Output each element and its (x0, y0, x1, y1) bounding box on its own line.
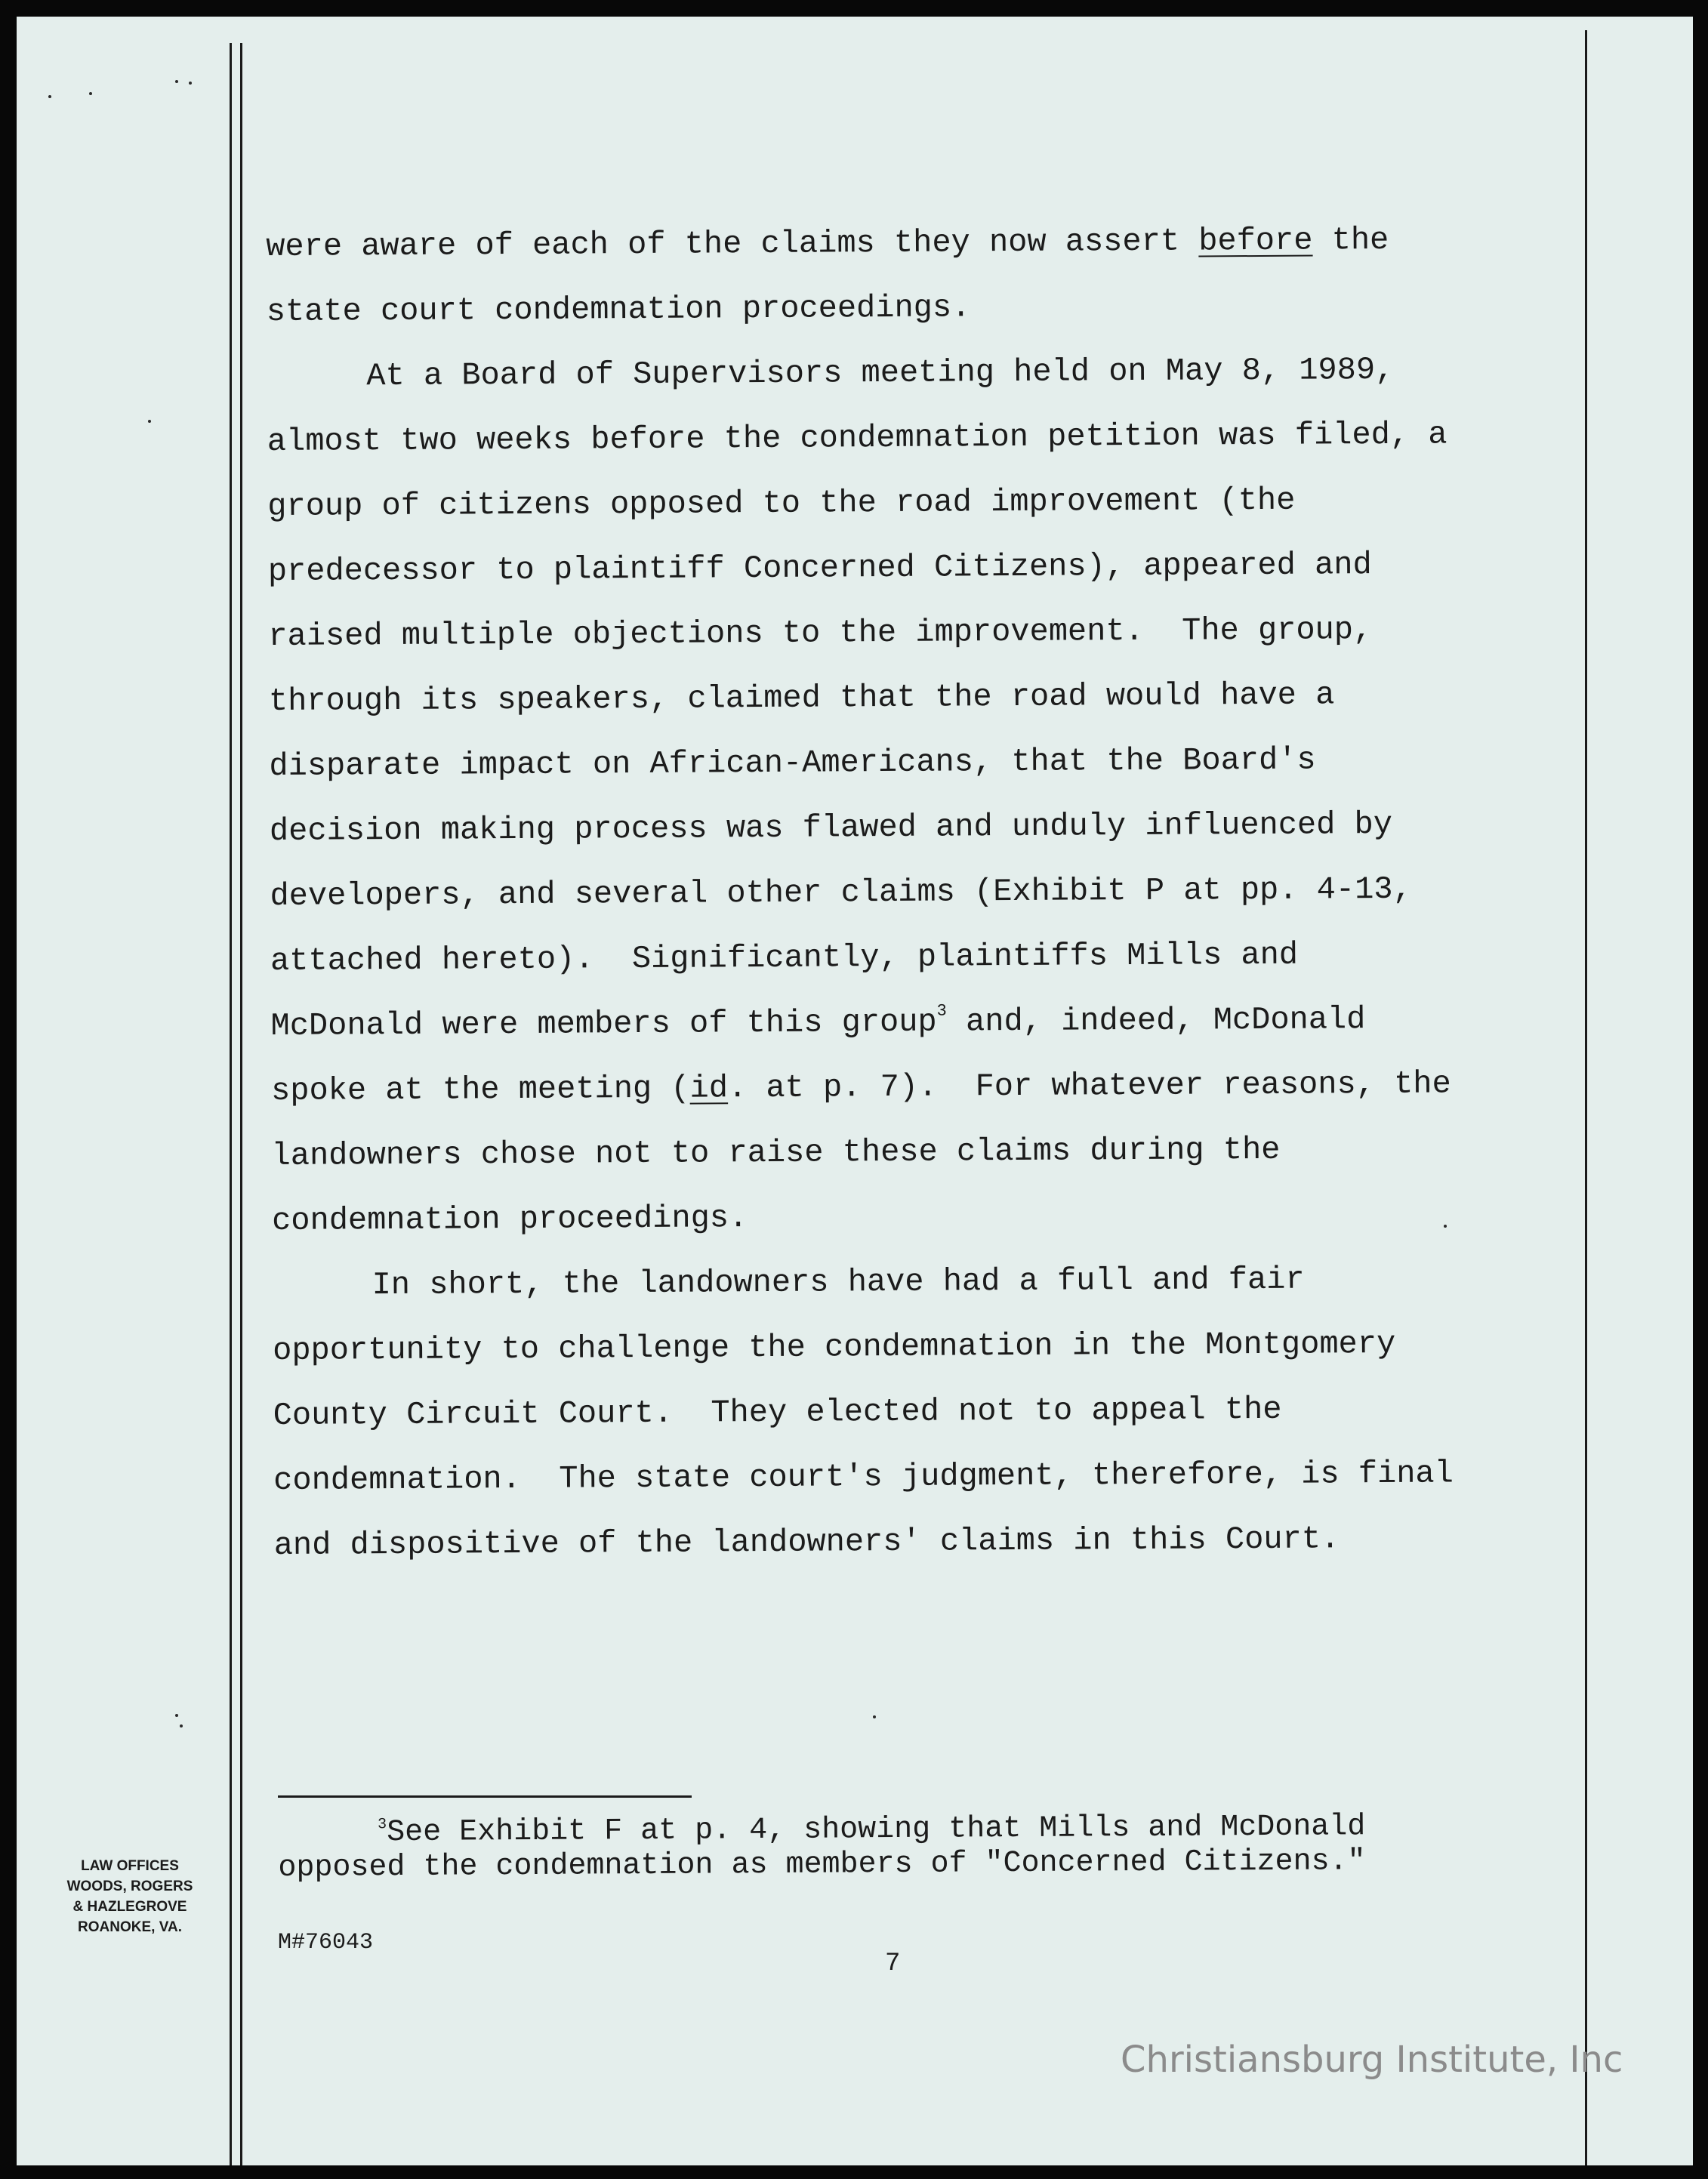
scan-speck (89, 92, 92, 95)
text-line: predecessor to plaintiff Concerned Citizens), appeared and (267, 547, 1372, 590)
document-page (17, 17, 1693, 2165)
text-segment: were aware of each of the claims they now assert (266, 223, 1199, 265)
footnote-divider (278, 1795, 692, 1798)
scan-speck (189, 82, 192, 85)
footnote-line-1: See Exhibit F at p. 4, showing that Mills and McDonald (387, 1810, 1366, 1851)
law-offices-stamp (62, 1856, 198, 1937)
footnote-line-2: opposed the condemnation as members of "Concerned Citizens." (278, 1845, 1366, 1885)
text-line: condemnation proceedings. (271, 1200, 748, 1239)
text-line: group of citizens opposed to the road improvement (the (267, 482, 1296, 525)
text-line: In short, the landowners have had a full and fair (372, 1261, 1305, 1304)
scan-speck (48, 95, 51, 98)
right-margin-rule (1585, 30, 1587, 2165)
scan-speck (148, 420, 151, 423)
text-line: state court condemnation proceedings. (266, 289, 971, 330)
underlined-text: id (689, 1070, 729, 1107)
left-margin-rule (230, 43, 232, 2165)
text-line (270, 985, 1569, 1059)
scan-speck (175, 80, 178, 83)
scan-speck (175, 1714, 178, 1717)
page-number: 7 (885, 1949, 901, 1978)
text-segment: the (1312, 221, 1389, 259)
scan-speck (180, 1724, 183, 1727)
law-offices-line: ROANOKE, VA. (78, 1919, 182, 1935)
text-line: landowners chose not to raise these claims during the (271, 1131, 1281, 1174)
scan-speck (873, 1715, 876, 1718)
law-offices-line: WOODS, ROGERS (66, 1879, 193, 1894)
document-id: M#76043 (278, 1930, 374, 1956)
text-line: developers, and several other claims (Exhibit P at pp. 4-13, (270, 871, 1412, 914)
text-line (266, 206, 1565, 279)
text-segment: . at p. 7). For whatever reasons, the (727, 1065, 1451, 1107)
text-line: At a Board of Supervisors meeting held on May 8, 1989, (366, 351, 1395, 395)
footnote-marker: 3 (377, 1816, 387, 1834)
footnote-reference: 3 (936, 1001, 947, 1021)
left-margin-rule-inner (240, 43, 242, 2165)
text-line: raised multiple objections to the improvement. The group, (268, 612, 1373, 655)
body-text (266, 206, 1573, 1577)
text-line: through its speakers, claimed that the road would have a (268, 677, 1335, 720)
text-line: condemnation. The state court's judgment, therefore, is final (273, 1455, 1454, 1499)
footnote (278, 1809, 1562, 1886)
text-line: County Circuit Court. They elected not to appeal the (273, 1391, 1282, 1434)
law-offices-line: LAW OFFICES (81, 1858, 179, 1874)
text-line: disparate impact on African-Americans, that the Board's (269, 741, 1316, 784)
underlined-text: before (1198, 222, 1313, 260)
text-segment: spoke at the meeting ( (270, 1070, 690, 1109)
text-line: decision making process was flawed and unduly influenced by (269, 806, 1393, 849)
text-segment: McDonald were members of this group (270, 1003, 937, 1044)
text-line: almost two weeks before the condemnation petition was filed, a (267, 416, 1447, 460)
text-line: opportunity to challenge the condemnation in the Montgomery (273, 1325, 1396, 1369)
watermark: Christiansburg Institute, Inc (1121, 2039, 1623, 2081)
text-segment: and, indeed, McDonald (946, 1001, 1366, 1040)
law-offices-line: & HAZLEGROVE (72, 1899, 187, 1915)
text-line (271, 1050, 1570, 1123)
text-line: and dispositive of the landowners' claims in this Court. (273, 1521, 1340, 1564)
text-line: attached hereto). Significantly, plaintiffs Mills and (270, 936, 1299, 979)
